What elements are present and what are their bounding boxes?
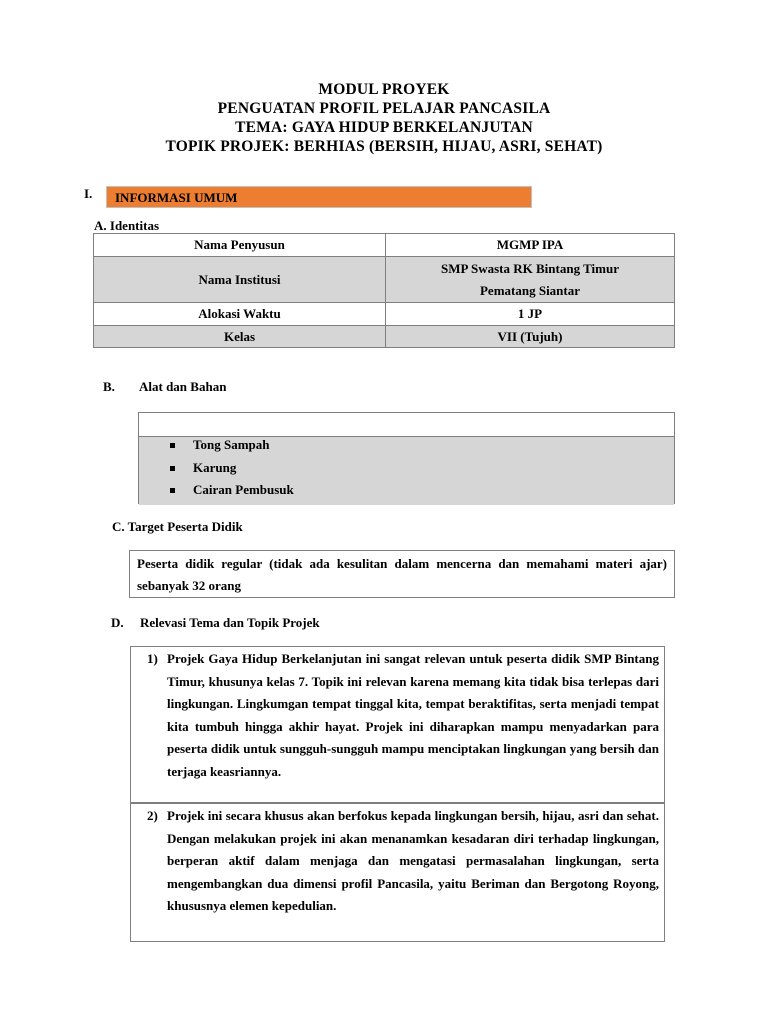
list-item: Karung bbox=[139, 460, 639, 482]
bullet-icon bbox=[170, 466, 175, 471]
section-header-bar bbox=[106, 186, 532, 208]
bullet-icon bbox=[170, 488, 175, 493]
alat-list bbox=[139, 436, 674, 505]
identitas-table bbox=[93, 233, 675, 348]
table-cell-value: VII (Tujuh) bbox=[386, 326, 675, 348]
table-cell-value: 1 JP bbox=[386, 303, 675, 326]
list-item: Tong Sampah bbox=[139, 437, 639, 459]
table-cell-value: MGMP IPA bbox=[386, 234, 675, 257]
relevansi-text-1: Projek Gaya Hidup Berkelanjutan ini sangat relevan untuk peserta didik SMP Bintang Timur, khusunya kelas 7. Topik ini relevan karena memang kita tidak bisa terlepas dari lingkungan. Lingkumgan tempat tinggal kita, tempat beraktifitas, serta menjadi tempat kita tumbuh hingga akhir hayat. Projek ini diharapkan mampu menyadarkan para peserta didik untuk sungguh-sungguh mampu menciptakan lingkungan yang bersih dan terjaga keasriannya. bbox=[167, 651, 659, 779]
alat-label: Alat dan Bahan bbox=[139, 379, 227, 394]
relevansi-label: Relevasi Tema dan Topik Projek bbox=[140, 615, 320, 630]
relevansi-text-2: Projek ini secara khusus akan berfokus kepada lingkungan bersih, hijau, asri dan sehat. Dengan melakukan projek ini akan menanamkan kesadaran diri terhadap lingkungan, berperan aktif dalam menjaga dan mengatasi permasalahan lingkungan, serta mengembangkan dua dimensi profil Pancasila, yaitu Beriman dan Bergotong Royong, khususnya elemen kepedulian. bbox=[167, 808, 659, 913]
target-text: Peserta didik regular (tidak ada kesulitan dalam mencerna dan memahami materi ajar) sebanyak 32 orang bbox=[137, 556, 667, 593]
doc-subtitle: PENGUATAN PROFIL PELAJAR PANCASILA bbox=[217, 100, 551, 117]
list-number: 1) bbox=[147, 651, 158, 666]
table-row bbox=[94, 326, 675, 348]
target-box bbox=[129, 550, 675, 598]
table-cell-value: SMP Swasta RK Bintang Timur Pematang Siantar bbox=[386, 257, 675, 303]
list-item: Cairan Pembusuk bbox=[139, 482, 639, 504]
table-cell-key: Kelas bbox=[94, 326, 386, 348]
alat-box bbox=[138, 412, 675, 504]
table-cell-key: Nama Penyusun bbox=[94, 234, 386, 257]
doc-title: MODUL PROYEK bbox=[318, 81, 450, 98]
list-number: 2) bbox=[147, 808, 158, 823]
table-cell-key: Nama Institusi bbox=[94, 257, 386, 303]
target-label: C. Target Peserta Didik bbox=[112, 519, 243, 534]
bullet-icon bbox=[170, 443, 175, 448]
doc-topic: TOPIK PROJEK: BERHIAS (BERSIH, HIJAU, ASRI, SEHAT) bbox=[165, 138, 603, 155]
table-cell-key: Alokasi Waktu bbox=[94, 303, 386, 326]
table-row bbox=[94, 234, 675, 257]
relevansi-label-letter: D. bbox=[111, 615, 124, 630]
alat-label-letter: B. bbox=[103, 379, 115, 394]
doc-theme: TEMA: GAYA HIDUP BERKELANJUTAN bbox=[235, 119, 533, 136]
table-row bbox=[94, 257, 675, 303]
relevansi-item-2 bbox=[130, 803, 665, 942]
section-number: I. bbox=[84, 186, 93, 201]
table-row bbox=[94, 303, 675, 326]
identitas-label: A. Identitas bbox=[94, 218, 160, 233]
section-header-title: INFORMASI UMUM bbox=[115, 190, 238, 205]
relevansi-item-1 bbox=[130, 646, 665, 803]
